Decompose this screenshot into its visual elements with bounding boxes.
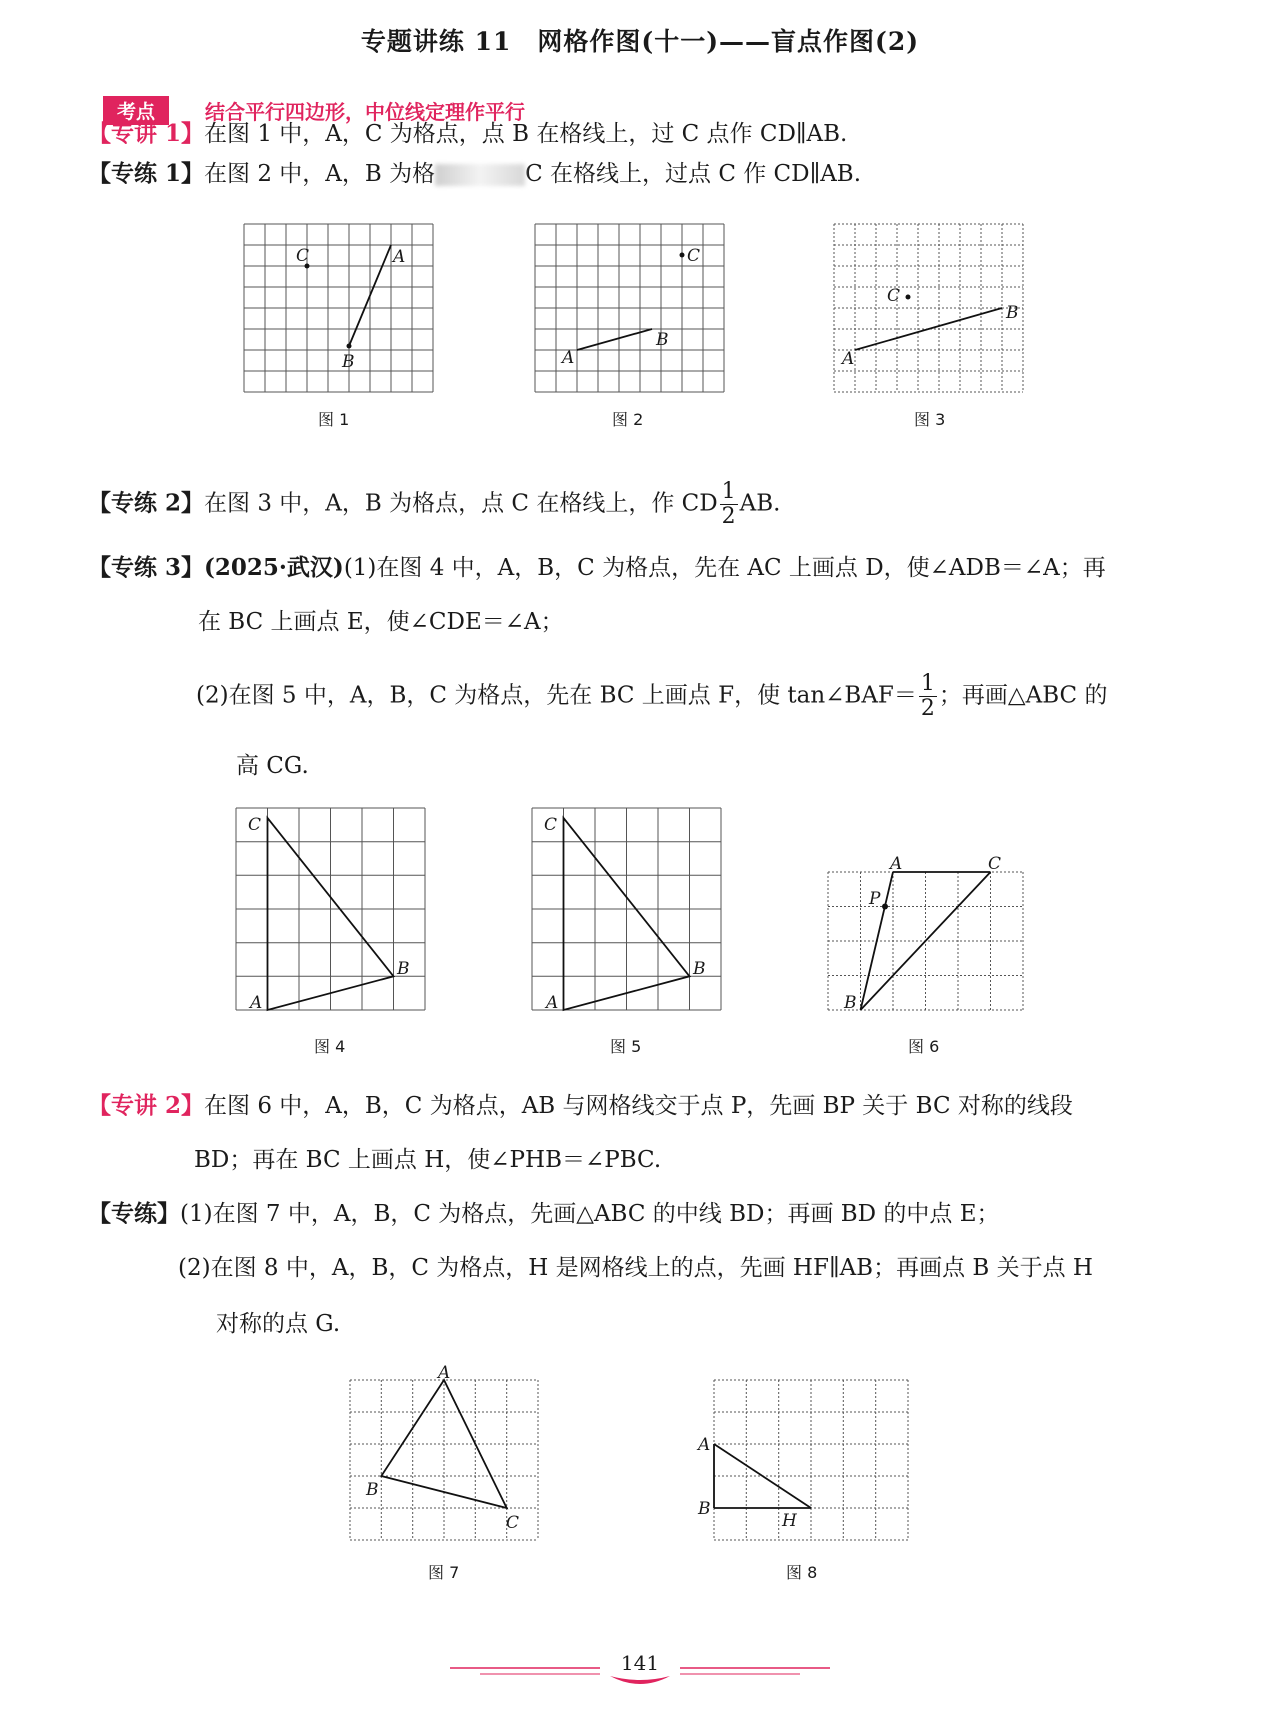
label-c: C <box>988 854 1002 874</box>
kaodian-badge: 考点 <box>103 96 169 125</box>
label-a: A <box>250 993 263 1013</box>
label-c: C <box>544 815 558 835</box>
caption-fig-4: 图 4 <box>314 1037 346 1056</box>
blurred-region <box>435 164 525 186</box>
label-c: C <box>506 1513 520 1533</box>
page-number: 141 <box>620 1651 660 1675</box>
figures-row-3 <box>0 1360 1280 1590</box>
problem-2 <box>88 158 861 190</box>
page-title: 专题讲练 11 网格作图(十一)——盲点作图(2) <box>360 27 920 56</box>
point-c <box>680 253 685 258</box>
problem-7-tag: 【专练】 <box>88 1200 180 1227</box>
figure-4 <box>236 808 425 1013</box>
label-b: B <box>397 959 410 979</box>
problem-3-tag: 【专练 2】 <box>88 489 205 517</box>
problem-7-line-1 <box>88 1198 1000 1230</box>
problem-7-text-2: (2)在图 8 中，A，B，C 为格点，H 是网格线上的点，先画 HF∥AB；再画点 B 关于点 H <box>178 1255 1093 1281</box>
problem-6-tag: 【专讲 2】 <box>88 1092 205 1119</box>
problem-1 <box>88 118 847 150</box>
figure-2 <box>535 224 724 392</box>
problem-4-line-1 <box>88 552 1106 584</box>
label-p: P <box>869 889 881 909</box>
caption-fig-8: 图 8 <box>786 1563 818 1582</box>
caption-fig-3: 图 3 <box>914 410 946 429</box>
problem-1-text: 在图 1 中，A，C 为格点，点 B 在格线上，过 C 点作 CD∥AB. <box>204 121 848 147</box>
problem-6-text-2: BD；再在 BC 上画点 H，使∠PHB＝∠PBC. <box>194 1147 662 1173</box>
problem-3 <box>88 480 781 529</box>
segment-ab <box>577 329 652 350</box>
problem-7-text-3: 对称的点 G. <box>216 1311 341 1337</box>
label-a: A <box>393 247 406 267</box>
problem-4-text-1: (1)在图 4 中，A，B，C 为格点，先在 AC 上画点 D，使∠ADB＝∠A；再 <box>343 555 1106 581</box>
figure-1 <box>244 224 433 392</box>
caption-fig-1: 图 1 <box>318 410 350 429</box>
caption-fig-5: 图 5 <box>610 1037 642 1056</box>
label-b: B <box>342 352 355 372</box>
figure-7 <box>350 1363 538 1540</box>
label-b: B <box>366 1480 379 1500</box>
label-b: B <box>698 1499 711 1519</box>
footer-ornament-icon <box>610 1676 670 1684</box>
caption-fig-6: 图 6 <box>908 1037 940 1056</box>
problem-5-line-1 <box>196 672 1107 721</box>
problem-5-text-2: 高 CG. <box>236 753 309 779</box>
label-a: A <box>546 993 559 1013</box>
label-a: A <box>890 854 903 874</box>
problem-4-text-2: 在 BC 上画点 E，使∠CDE＝∠A； <box>198 609 564 635</box>
point-p <box>882 904 888 910</box>
point-c <box>906 295 911 300</box>
caption-fig-7: 图 7 <box>428 1563 460 1582</box>
figure-3 <box>834 224 1023 392</box>
fraction: $\frac{1}{2}$ <box>721 479 736 529</box>
problem-2-text-b: C 在格线上，过点 C 作 CD∥AB. <box>525 161 862 187</box>
kaodian-topic: 结合平行四边形，中位线定理作平行 <box>205 100 525 124</box>
figures-row-1 <box>0 220 1280 430</box>
fraction: $\frac{1}{2}$ <box>920 671 935 721</box>
problem-2-tag: 【专练 1】 <box>88 160 205 187</box>
figure-5 <box>532 808 721 1013</box>
label-a: A <box>438 1363 451 1383</box>
label-b: B <box>693 959 706 979</box>
figures-row-2 <box>0 800 1280 1060</box>
problem-6-text-1: 在图 6 中，A，B，C 为格点，AB 与网格线交于点 P，先画 BP 关于 BC 对称的线段 <box>204 1093 1073 1119</box>
segment-ah <box>714 1444 811 1508</box>
problem-4-source: (2025·武汉) <box>204 554 344 581</box>
label-c: C <box>887 286 901 306</box>
problem-4-tag: 【专练 3】 <box>88 554 205 581</box>
page-footer <box>440 1640 840 1700</box>
point-b <box>347 344 352 349</box>
figure-6 <box>828 854 1023 1013</box>
label-h: H <box>782 1511 797 1531</box>
label-a: A <box>562 348 575 368</box>
label-b: B <box>1006 303 1019 323</box>
label-b: B <box>656 330 669 350</box>
problem-3-text-a: 在图 3 中，A，B 为格点，点 C 在格线上，作 CD <box>204 490 718 517</box>
caption-fig-2: 图 2 <box>612 410 644 429</box>
problem-5-text-a: (2)在图 5 中，A，B，C 为格点，先在 BC 上画点 F，使 tan∠BAF＝ <box>196 682 917 709</box>
problem-1-tag: 【专讲 1】 <box>88 120 205 147</box>
problem-2-text-a: 在图 2 中，A，B 为格 <box>204 161 436 187</box>
problem-5-text-b: ；再画△ABC 的 <box>938 682 1108 709</box>
label-c: C <box>296 246 310 266</box>
figure-8 <box>696 1380 908 1540</box>
label-a: A <box>698 1435 711 1455</box>
label-a: A <box>842 349 855 369</box>
problem-6-line-1 <box>88 1090 1073 1122</box>
problem-3-text-b: AB. <box>739 490 781 517</box>
label-c: C <box>248 815 262 835</box>
label-c: C <box>687 246 701 266</box>
problem-7-text-1: (1)在图 7 中，A，B，C 为格点，先画△ABC 的中线 BD；再画 BD 的中点 E； <box>180 1201 1000 1227</box>
label-b: B <box>844 993 857 1013</box>
